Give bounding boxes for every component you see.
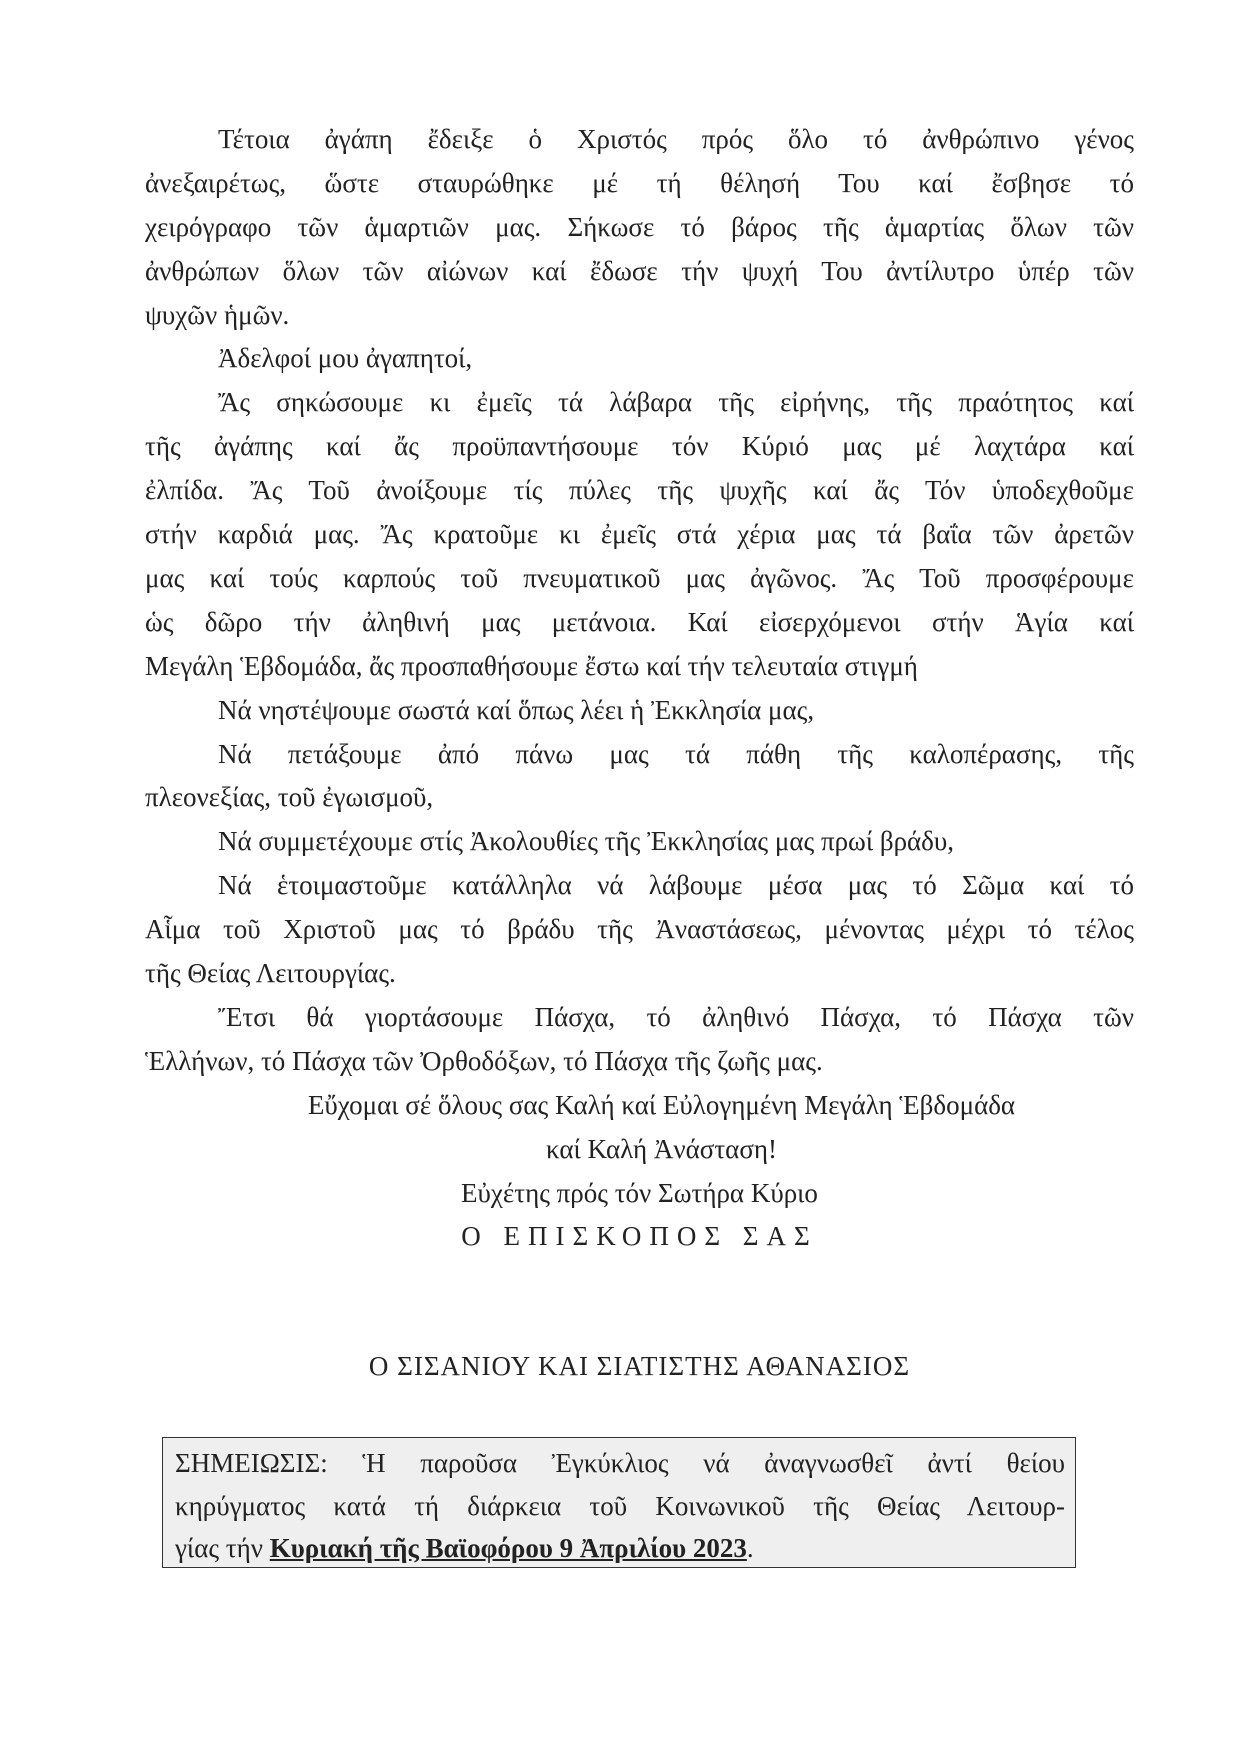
text-line: πλεονεξίας, τοῦ ἐγωισμοῦ,: [145, 782, 434, 813]
note-suffix: .: [746, 1533, 754, 1563]
signer-title: Ο ΕΠΙΣΚΟΠΟΣ ΣΑΣ: [461, 1221, 818, 1252]
text-line: Μεγάλη Ἑβδομάδα, ἄς προσπαθήσουμε ἔστω καί τήν τελευταία στιγμή: [145, 650, 918, 681]
text-line: Ἄς σηκώσουμε κι ἐμεῖς τά λάβαρα τῆς εἰρήνης, τῆς πραότητος καί: [218, 387, 1134, 418]
text-line: Νά ἑτοιμαστοῦμε κατάλληλα νά λάβουμε μέσα μας τό Σῶμα καί τό: [218, 870, 1134, 901]
text-line: ἀνθρώπων ὅλων τῶν αἰώνων καί ἔδωσε τήν ψυχή Του ἀντίλυτρο ὑπέρ τῶν: [145, 255, 1134, 286]
closing-wish-line: καί Καλή Ἀνάσταση!: [546, 1133, 777, 1164]
text-line: ὡς δῶρο τήν ἀληθινή μας μετάνοια. Καί εἰσερχόμενοι στήν Ἁγία καί: [145, 606, 1134, 637]
text-line: στήν καρδιά μας. Ἄς κρατοῦμε κι ἐμεῖς στά χέρια μας τά βαΐα τῶν ἀρετῶν: [145, 519, 1134, 550]
text-line: Ἔτσι θά γιορτάσουμε Πάσχα, τό ἀληθινό Πάσχα, τό Πάσχα τῶν: [218, 1001, 1134, 1032]
text-line: Νά πετάξουμε ἀπό πάνω μας τά πάθη τῆς καλοπέρασης, τῆς: [218, 738, 1134, 769]
note-box: [162, 1437, 1076, 1568]
text-line: ἀνεξαιρέτως, ὥστε σταυρώθηκε μέ τή θέλησή Του καί ἔσβησε τό: [145, 167, 1134, 198]
text-line: ψυχῶν ἡμῶν.: [145, 299, 290, 330]
note-date: Κυριακή τῆς Βαϊοφόρου 9 Ἀπριλίου 2023: [269, 1533, 747, 1563]
note-prefix: γίας τήν: [175, 1533, 270, 1563]
text-line: μας καί τούς καρπούς τοῦ πνευματικοῦ μας ἀγῶνος. Ἄς Τοῦ προσφέρουμε: [145, 562, 1134, 593]
note-line: κηρύγματος κατά τή διάρκεια τοῦ Κοινωνικοῦ τῆς Θείας Λειτουρ-: [175, 1490, 1065, 1521]
text-line: Νά συμμετέχουμε στίς Ἀκολουθίες τῆς Ἐκκλησίας μας πρωί βράδυ,: [218, 826, 955, 857]
text-line: Αἷμα τοῦ Χριστοῦ μας τό βράδυ τῆς Ἀναστάσεως, μένοντας μέχρι τό τέλος: [145, 914, 1134, 945]
closing-wish-line: Εὔχομαι σέ ὅλους σας Καλή καί Εὐλογημένη Μεγάλη Ἑβδομάδα: [307, 1089, 1016, 1120]
text-line: ἐλπίδα. Ἄς Τοῦ ἀνοίξουμε τίς πύλες τῆς ψυχῆς καί ἄς Τόν ὑποδεχθοῦμε: [145, 475, 1134, 506]
letter-body: [145, 118, 1134, 1259]
note-line: [175, 1527, 1065, 1570]
closing-salutation: Εὐχέτης πρός τόν Σωτήρα Κύριο: [461, 1177, 818, 1208]
text-line: τῆς Θείας Λειτουργίας.: [145, 958, 396, 989]
greeting-line: Ἀδελφοί μου ἀγαπητοί,: [218, 343, 473, 374]
text-line: χειρόγραφο τῶν ἁμαρτιῶν μας. Σήκωσε τό βάρος τῆς ἁμαρτίας ὅλων τῶν: [145, 211, 1134, 242]
text-line: Ἑλλήνων, τό Πάσχα τῶν Ὀρθοδόξων, τό Πάσχα τῆς ζωῆς μας.: [145, 1045, 823, 1076]
text-line: Τέτοια ἀγάπη ἔδειξε ὁ Χριστός πρός ὅλο τό ἀνθρώπινο γένος: [218, 124, 1134, 154]
note-line: ΣΗΜΕΙΩΣΙΣ: Ἡ παροῦσα Ἐγκύκλιος νά ἀναγνωσθεῖ ἀντί θείου: [175, 1448, 1065, 1478]
text-line: Νά νηστέψουμε σωστά καί ὅπως λέει ἡ Ἐκκλησία μας,: [218, 694, 815, 725]
text-line: τῆς ἀγάπης καί ἄς προϋπαντήσουμε τόν Κύριό μας μέ λαχτάρα καί: [145, 431, 1134, 462]
signer-name: Ο ΣΙΣΑΝΙΟΥ ΚΑΙ ΣΙΑΤΙΣΤΗΣ ΑΘΑΝΑΣΙΟΣ: [368, 1351, 911, 1381]
